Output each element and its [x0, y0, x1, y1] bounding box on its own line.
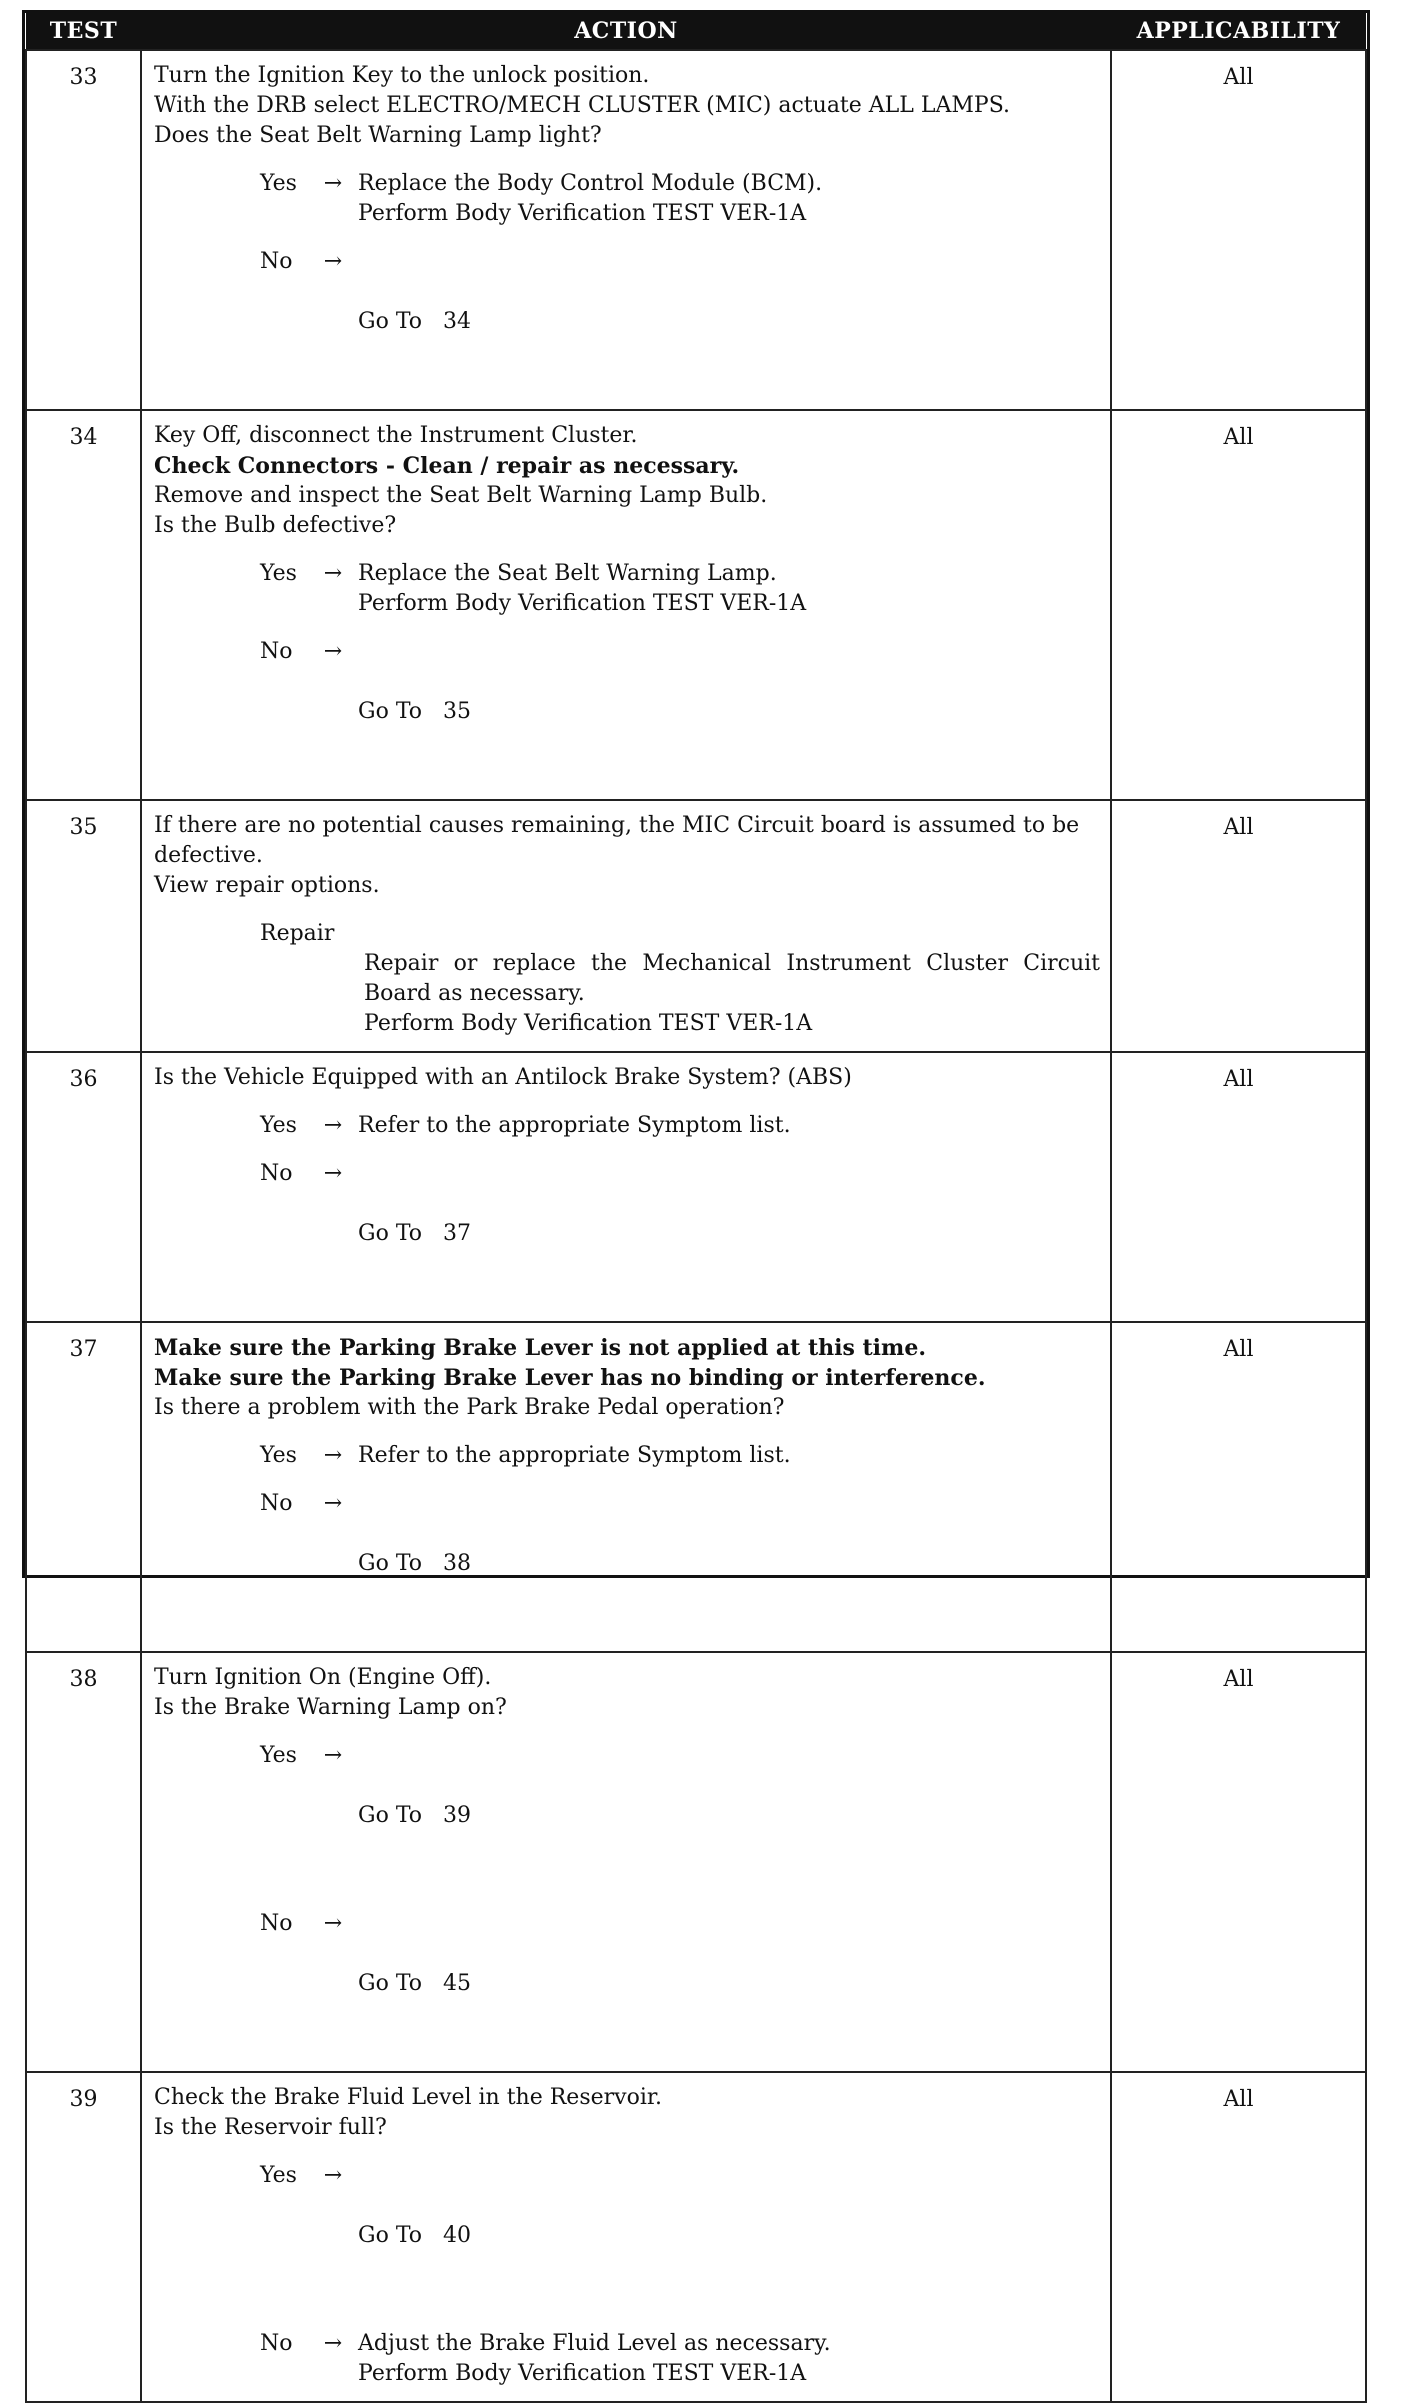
- arrow-icon: →: [323, 1443, 343, 1468]
- arrow-icon: →: [323, 1161, 343, 1186]
- yes-branch: [154, 559, 1100, 619]
- yes-label: Yes: [260, 171, 297, 196]
- branch-text: Go To 35: [358, 699, 471, 724]
- test-number: 39: [26, 2072, 141, 2402]
- no-label: No: [260, 249, 293, 274]
- action-cell: [141, 50, 1111, 410]
- action-line: With the DRB select ELECTRO/MECH CLUSTER (MIC) actuate ALL LAMPS.: [154, 93, 1010, 118]
- arrow-icon: →: [323, 2331, 343, 2356]
- test-number: 37: [26, 1322, 141, 1652]
- no-branch: [154, 1159, 1100, 1309]
- no-label: No: [260, 2331, 293, 2356]
- applicability-cell: All: [1111, 1652, 1366, 2072]
- action-cell: [141, 1322, 1111, 1652]
- header-applicability: APPLICABILITY: [1111, 13, 1366, 50]
- action-line: View repair options.: [154, 873, 380, 898]
- yes-label: Yes: [260, 1113, 297, 1138]
- test-number: 38: [26, 1652, 141, 2072]
- test-row-39: [26, 2072, 1366, 2402]
- arrow-icon: →: [323, 1491, 343, 1516]
- repair-verify: Perform Body Verification TEST VER-1A: [364, 1011, 813, 1036]
- yes-label: Yes: [260, 2163, 297, 2188]
- branch-text: Adjust the Brake Fluid Level as necessary.: [358, 2331, 831, 2356]
- branch-text: Perform Body Verification TEST VER-1A: [358, 591, 807, 616]
- action-cell: [141, 2072, 1111, 2402]
- yes-branch: [154, 1741, 1100, 1891]
- action-line: Turn Ignition On (Engine Off).: [154, 1665, 492, 1690]
- arrow-icon: →: [323, 2163, 343, 2188]
- test-row-35: [26, 800, 1366, 1052]
- no-branch: [154, 1909, 1100, 2059]
- branch-text: Perform Body Verification TEST VER-1A: [358, 201, 807, 226]
- action-line: Is the Brake Warning Lamp on?: [154, 1695, 507, 1720]
- branch-text: Go To 34: [358, 309, 471, 334]
- repair-text: Repair or replace the Mechanical Instrument Cluster Circuit Board as necessary.: [364, 951, 1100, 1006]
- action-cell: [141, 1052, 1111, 1322]
- no-label: No: [260, 1911, 293, 1936]
- test-procedure-table: [22, 10, 1370, 2386]
- action-line: Is the Reservoir full?: [154, 2115, 387, 2140]
- branch-text: Refer to the appropriate Symptom list.: [358, 1113, 791, 1138]
- arrow-icon: →: [323, 1113, 343, 1138]
- applicability-cell: All: [1111, 800, 1366, 1052]
- branch-text: Replace the Seat Belt Warning Lamp.: [358, 561, 777, 586]
- applicability-cell: All: [1111, 1322, 1366, 1652]
- no-branch: [154, 1489, 1100, 1639]
- header-action: ACTION: [141, 13, 1111, 50]
- arrow-icon: →: [323, 1911, 343, 1936]
- applicability-cell: All: [1111, 410, 1366, 800]
- test-row-36: [26, 1052, 1366, 1322]
- branch-text: Perform Body Verification TEST VER-1A: [358, 2361, 807, 2386]
- yes-branch: [154, 1111, 1100, 1141]
- arrow-icon: →: [323, 171, 343, 196]
- branch-text: Go To 38: [358, 1551, 471, 1576]
- action-line: Does the Seat Belt Warning Lamp light?: [154, 123, 602, 148]
- no-branch: [154, 637, 1100, 787]
- no-branch: [154, 247, 1100, 397]
- action-line: If there are no potential causes remaining, the MIC Circuit board is assumed to be defective.: [154, 813, 1080, 868]
- action-line-bold: Check Connectors - Clean / repair as necessary.: [154, 453, 740, 479]
- branch-text: Go To 37: [358, 1221, 471, 1246]
- no-label: No: [260, 639, 293, 664]
- header-row: [26, 13, 1366, 50]
- branch-text: Go To 39: [358, 1803, 471, 1828]
- action-line: Is the Bulb defective?: [154, 513, 397, 538]
- action-line: Remove and inspect the Seat Belt Warning Lamp Bulb.: [154, 483, 768, 508]
- arrow-icon: →: [323, 1743, 343, 1768]
- branch-text: Refer to the appropriate Symptom list.: [358, 1443, 791, 1468]
- test-row-37: [26, 1322, 1366, 1652]
- arrow-icon: →: [323, 639, 343, 664]
- yes-branch: [154, 2161, 1100, 2311]
- test-row-33: [26, 50, 1366, 410]
- test-number: 36: [26, 1052, 141, 1322]
- yes-branch: [154, 1441, 1100, 1471]
- action-line-bold: Make sure the Parking Brake Lever has no binding or interference.: [154, 1365, 986, 1391]
- action-line: Is the Vehicle Equipped with an Antilock Brake System? (ABS): [154, 1065, 852, 1090]
- action-cell: [141, 800, 1111, 1052]
- applicability-cell: All: [1111, 2072, 1366, 2402]
- branch-text: Replace the Body Control Module (BCM).: [358, 171, 823, 196]
- branch-text: Go To 45: [358, 1971, 471, 1996]
- procedure-table: [25, 13, 1367, 2403]
- test-number: 34: [26, 410, 141, 800]
- applicability-cell: All: [1111, 50, 1366, 410]
- branch-text: Go To 40: [358, 2223, 471, 2248]
- action-cell: [141, 410, 1111, 800]
- yes-branch: [154, 169, 1100, 229]
- repair-label: Repair: [260, 921, 335, 946]
- action-cell: [141, 1652, 1111, 2072]
- no-label: No: [260, 1161, 293, 1186]
- header-test: TEST: [26, 13, 141, 50]
- applicability-cell: All: [1111, 1052, 1366, 1322]
- test-number: 35: [26, 800, 141, 1052]
- action-line: Check the Brake Fluid Level in the Reservoir.: [154, 2085, 662, 2110]
- yes-label: Yes: [260, 1743, 297, 1768]
- yes-label: Yes: [260, 561, 297, 586]
- action-line: Key Off, disconnect the Instrument Cluster.: [154, 423, 638, 448]
- yes-label: Yes: [260, 1443, 297, 1468]
- test-number: 33: [26, 50, 141, 410]
- action-line: Is there a problem with the Park Brake Pedal operation?: [154, 1395, 785, 1420]
- no-label: No: [260, 1491, 293, 1516]
- action-line-bold: Make sure the Parking Brake Lever is not applied at this time.: [154, 1335, 926, 1361]
- test-row-34: [26, 410, 1366, 800]
- test-row-38: [26, 1652, 1366, 2072]
- arrow-icon: →: [323, 561, 343, 586]
- action-line: Turn the Ignition Key to the unlock position.: [154, 63, 650, 88]
- no-branch: [154, 2329, 1100, 2389]
- arrow-icon: →: [323, 249, 343, 274]
